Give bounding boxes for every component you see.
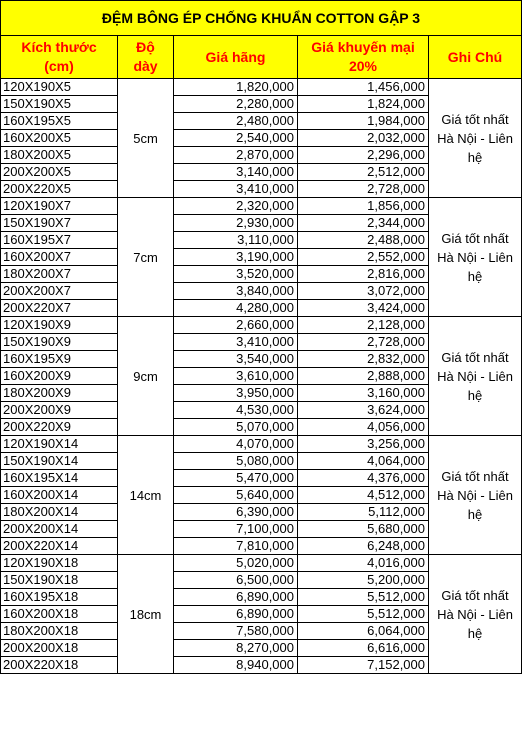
price-cell: 4,070,000 — [174, 436, 298, 453]
header-thickness-line2: dày — [133, 58, 158, 74]
price-cell: 6,890,000 — [174, 606, 298, 623]
note-cell — [429, 79, 522, 198]
price-cell: 3,410,000 — [174, 334, 298, 351]
header-size — [1, 36, 118, 79]
promo-price-cell: 1,824,000 — [298, 96, 429, 113]
table-row — [1, 436, 522, 453]
size-cell: 160X200X5 — [1, 130, 118, 147]
table-row — [1, 198, 522, 215]
table-body — [1, 79, 522, 674]
thickness-cell: 14cm — [118, 436, 174, 555]
size-cell: 160X195X7 — [1, 232, 118, 249]
size-cell: 200X220X18 — [1, 657, 118, 674]
thickness-cell: 9cm — [118, 317, 174, 436]
header-row — [1, 36, 522, 79]
promo-price-cell: 2,512,000 — [298, 164, 429, 181]
note-line: hệ — [467, 625, 483, 641]
price-cell: 6,390,000 — [174, 504, 298, 521]
note-line: Hà Nội - Liên — [437, 487, 513, 503]
price-cell: 3,540,000 — [174, 351, 298, 368]
promo-price-cell: 5,512,000 — [298, 606, 429, 623]
price-cell: 2,320,000 — [174, 198, 298, 215]
note-line: hệ — [467, 268, 483, 284]
promo-price-cell: 2,728,000 — [298, 334, 429, 351]
size-cell: 150X190X18 — [1, 572, 118, 589]
note-line: hệ — [467, 149, 483, 165]
price-cell: 2,480,000 — [174, 113, 298, 130]
size-cell: 150X190X7 — [1, 215, 118, 232]
size-cell: 120X190X18 — [1, 555, 118, 572]
price-cell: 7,810,000 — [174, 538, 298, 555]
title-row — [1, 1, 522, 36]
size-cell: 180X200X18 — [1, 623, 118, 640]
promo-price-cell: 1,984,000 — [298, 113, 429, 130]
size-cell: 120X190X14 — [1, 436, 118, 453]
price-cell: 2,870,000 — [174, 147, 298, 164]
price-cell: 3,190,000 — [174, 249, 298, 266]
promo-price-cell: 3,624,000 — [298, 402, 429, 419]
note-cell — [429, 317, 522, 436]
size-cell: 150X190X14 — [1, 453, 118, 470]
size-cell: 120X190X9 — [1, 317, 118, 334]
promo-price-cell: 6,064,000 — [298, 623, 429, 640]
price-cell: 4,530,000 — [174, 402, 298, 419]
promo-price-cell: 2,552,000 — [298, 249, 429, 266]
price-cell: 5,070,000 — [174, 419, 298, 436]
price-cell: 3,610,000 — [174, 368, 298, 385]
promo-price-cell: 2,128,000 — [298, 317, 429, 334]
table-row — [1, 555, 522, 572]
size-cell: 160X200X18 — [1, 606, 118, 623]
size-cell: 160X195X18 — [1, 589, 118, 606]
size-cell: 160X200X9 — [1, 368, 118, 385]
header-size-line1: Kích thước — [21, 39, 97, 55]
note-line: Giá tốt nhất — [441, 111, 509, 127]
size-cell: 180X200X14 — [1, 504, 118, 521]
size-cell: 200X200X7 — [1, 283, 118, 300]
header-thickness — [118, 36, 174, 79]
promo-price-cell: 3,256,000 — [298, 436, 429, 453]
header-note: Ghi Chú — [429, 36, 522, 79]
header-price: Giá hãng — [174, 36, 298, 79]
promo-price-cell: 7,152,000 — [298, 657, 429, 674]
size-cell: 160X195X14 — [1, 470, 118, 487]
thickness-cell: 18cm — [118, 555, 174, 674]
promo-price-cell: 3,424,000 — [298, 300, 429, 317]
price-cell: 5,640,000 — [174, 487, 298, 504]
price-cell: 5,470,000 — [174, 470, 298, 487]
size-cell: 200X220X7 — [1, 300, 118, 317]
size-cell: 160X195X9 — [1, 351, 118, 368]
price-cell: 2,540,000 — [174, 130, 298, 147]
promo-price-cell: 5,200,000 — [298, 572, 429, 589]
price-cell: 2,930,000 — [174, 215, 298, 232]
note-line: Hà Nội - Liên — [437, 249, 513, 265]
promo-price-cell: 5,112,000 — [298, 504, 429, 521]
promo-price-cell: 1,856,000 — [298, 198, 429, 215]
size-cell: 160X200X7 — [1, 249, 118, 266]
price-cell: 3,520,000 — [174, 266, 298, 283]
note-line: hệ — [467, 387, 483, 403]
price-cell: 3,140,000 — [174, 164, 298, 181]
promo-price-cell: 2,728,000 — [298, 181, 429, 198]
size-cell: 180X200X5 — [1, 147, 118, 164]
note-line: Hà Nội - Liên — [437, 368, 513, 384]
price-cell: 4,280,000 — [174, 300, 298, 317]
promo-price-cell: 2,816,000 — [298, 266, 429, 283]
promo-price-cell: 2,488,000 — [298, 232, 429, 249]
price-cell: 8,270,000 — [174, 640, 298, 657]
price-cell: 2,660,000 — [174, 317, 298, 334]
price-cell: 7,580,000 — [174, 623, 298, 640]
promo-price-cell: 4,016,000 — [298, 555, 429, 572]
size-cell: 180X200X7 — [1, 266, 118, 283]
size-cell: 200X200X9 — [1, 402, 118, 419]
price-cell: 8,940,000 — [174, 657, 298, 674]
header-promo-line1: Giá khuyến mại — [311, 39, 415, 55]
note-line: hệ — [467, 506, 483, 522]
promo-price-cell: 2,296,000 — [298, 147, 429, 164]
note-cell — [429, 436, 522, 555]
price-cell: 2,280,000 — [174, 96, 298, 113]
thickness-cell: 7cm — [118, 198, 174, 317]
promo-price-cell: 5,512,000 — [298, 589, 429, 606]
note-line: Giá tốt nhất — [441, 587, 509, 603]
note-cell — [429, 198, 522, 317]
promo-price-cell: 3,072,000 — [298, 283, 429, 300]
promo-price-cell: 3,160,000 — [298, 385, 429, 402]
note-cell — [429, 555, 522, 674]
promo-price-cell: 4,064,000 — [298, 453, 429, 470]
price-cell: 6,890,000 — [174, 589, 298, 606]
promo-price-cell: 2,344,000 — [298, 215, 429, 232]
promo-price-cell: 4,056,000 — [298, 419, 429, 436]
header-thickness-line1: Độ — [136, 39, 155, 55]
size-cell: 120X190X7 — [1, 198, 118, 215]
price-cell: 1,820,000 — [174, 79, 298, 96]
note-line: Giá tốt nhất — [441, 230, 509, 246]
size-cell: 200X200X18 — [1, 640, 118, 657]
size-cell: 200X220X5 — [1, 181, 118, 198]
size-cell: 180X200X9 — [1, 385, 118, 402]
header-promo-line2: 20% — [348, 58, 378, 74]
size-cell: 200X200X14 — [1, 521, 118, 538]
header-promo — [298, 36, 429, 79]
table-title: ĐỆM BÔNG ÉP CHỐNG KHUẨN COTTON GẬP 3 — [1, 1, 522, 36]
table-row — [1, 317, 522, 334]
promo-price-cell: 4,512,000 — [298, 487, 429, 504]
price-cell: 7,100,000 — [174, 521, 298, 538]
price-cell: 3,410,000 — [174, 181, 298, 198]
price-cell: 6,500,000 — [174, 572, 298, 589]
size-cell: 150X190X9 — [1, 334, 118, 351]
promo-price-cell: 2,032,000 — [298, 130, 429, 147]
size-cell: 200X220X14 — [1, 538, 118, 555]
note-line: Giá tốt nhất — [441, 349, 509, 365]
promo-price-cell: 2,832,000 — [298, 351, 429, 368]
thickness-cell: 5cm — [118, 79, 174, 198]
promo-price-cell: 2,888,000 — [298, 368, 429, 385]
size-cell: 160X195X5 — [1, 113, 118, 130]
promo-price-cell: 6,248,000 — [298, 538, 429, 555]
note-line: Hà Nội - Liên — [437, 606, 513, 622]
price-cell: 5,020,000 — [174, 555, 298, 572]
size-cell: 200X200X5 — [1, 164, 118, 181]
size-cell: 150X190X5 — [1, 96, 118, 113]
size-cell: 200X220X9 — [1, 419, 118, 436]
price-cell: 3,950,000 — [174, 385, 298, 402]
table-row — [1, 79, 522, 96]
price-cell: 5,080,000 — [174, 453, 298, 470]
price-cell: 3,110,000 — [174, 232, 298, 249]
size-cell: 160X200X14 — [1, 487, 118, 504]
note-line: Hà Nội - Liên — [437, 130, 513, 146]
header-size-line2: (cm) — [44, 58, 74, 74]
promo-price-cell: 6,616,000 — [298, 640, 429, 657]
promo-price-cell: 5,680,000 — [298, 521, 429, 538]
note-line: Giá tốt nhất — [441, 468, 509, 484]
promo-price-cell: 4,376,000 — [298, 470, 429, 487]
size-cell: 120X190X5 — [1, 79, 118, 96]
price-cell: 3,840,000 — [174, 283, 298, 300]
promo-price-cell: 1,456,000 — [298, 79, 429, 96]
